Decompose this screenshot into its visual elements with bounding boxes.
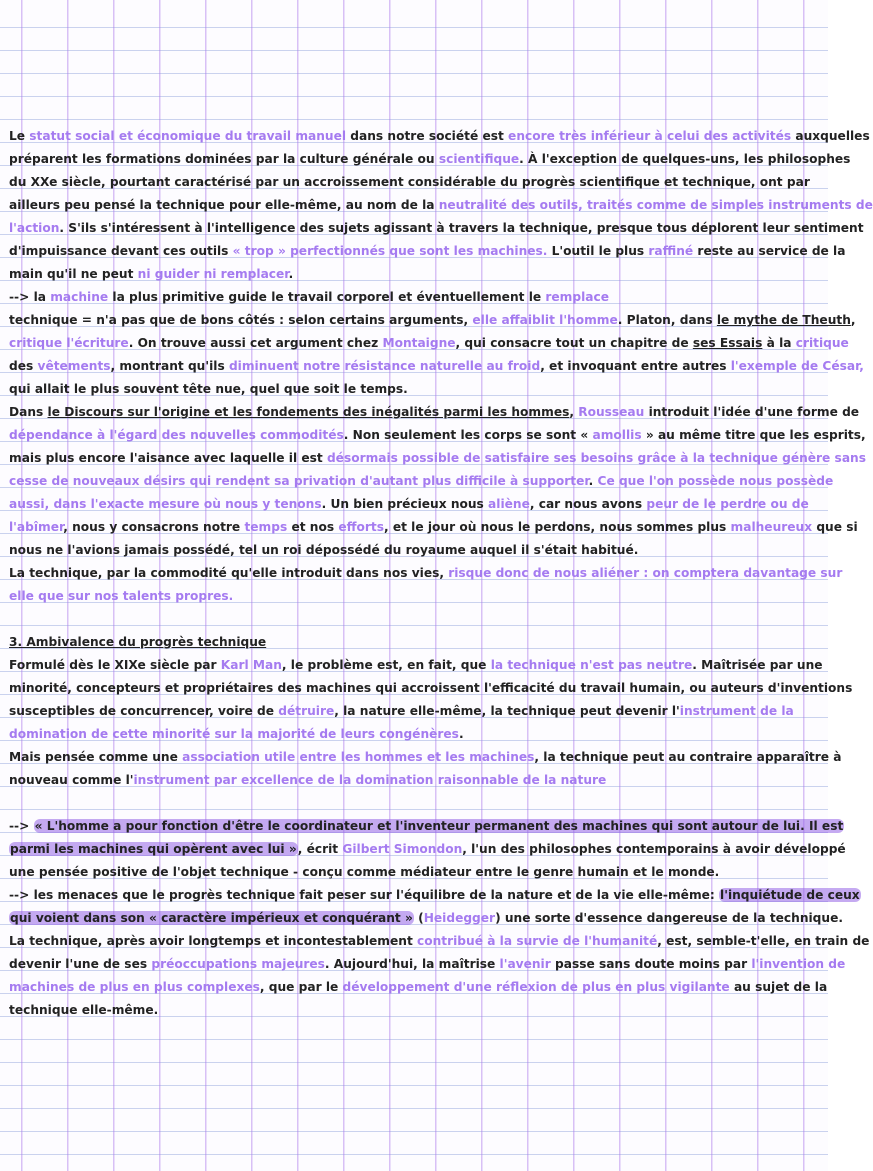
text-segment: la plus primitive guide le travail corporel et éventuellement le <box>108 290 546 304</box>
text-segment: susceptibles de concurrencer, voire de <box>9 704 279 718</box>
text-segment: auxquelles <box>791 129 870 143</box>
highlighted-text: neutralité des outils, traités comme de simples instruments de <box>438 198 873 212</box>
highlighted-text: Gilbert Simondon <box>342 842 463 856</box>
text-segment: L'outil le plus <box>547 244 649 258</box>
text-segment: passe sans doute moins par <box>550 957 752 971</box>
text-segment: . Un bien précieux nous <box>321 497 489 511</box>
text-segment: , la technique peut au contraire apparaître à <box>534 750 842 764</box>
note-line <box>9 217 864 240</box>
text-segment: . <box>458 727 464 741</box>
note-line <box>9 792 827 815</box>
note-line <box>9 378 827 401</box>
highlighted-text: Heidegger <box>423 911 496 925</box>
highlighted-text: aussi, dans l'exacte mesure où nous y tenons <box>9 497 322 511</box>
highlighted-text: instrument de la <box>679 704 794 718</box>
text-segment: introduit l'idée d'une forme de <box>644 405 860 419</box>
highlighted-text: l'action <box>9 221 60 235</box>
text-segment: , <box>569 405 579 419</box>
highlighted-text: Montaigne <box>382 336 456 350</box>
highlighted-text: scientifique <box>438 152 520 166</box>
text-segment: et nos <box>287 520 339 534</box>
highlighted-text: contribué à la survie de l'humanité <box>417 934 658 948</box>
note-line <box>9 332 849 355</box>
highlighted-text: instrument par excellence de la domination raisonnable de la nature <box>133 773 607 787</box>
text-segment: qui allait le plus souvent tête nue, quel que soit le temps. <box>9 382 408 396</box>
highlighted-text: diminuent notre résistance naturelle au froid <box>228 359 541 373</box>
highlighted-text: vêtements <box>37 359 111 373</box>
note-line <box>9 677 853 700</box>
text-segment: Dans <box>9 405 48 419</box>
handwritten-notes-body <box>9 125 873 1022</box>
highlighted-text: machine <box>50 290 109 304</box>
text-segment: du XXe siècle, pourtant caractérisé par un accroissement considérable du progrès scientifique et technique, ont par <box>9 175 810 189</box>
note-line <box>9 424 866 447</box>
note-line <box>9 148 851 171</box>
text-segment: à la <box>762 336 796 350</box>
text-segment: Formulé dès le XIXe siècle par <box>9 658 221 672</box>
highlighted-text: Rousseau <box>578 405 645 419</box>
highlighted-text: statut social et économique du travail manuel <box>29 129 347 143</box>
text-segment: au sujet de la <box>729 980 828 994</box>
highlighted-text: la technique n'est pas neutre <box>490 658 693 672</box>
text-segment: minorité, concepteurs et propriétaires des machines qui accroissent l'efficacité du travail humain, ou auteurs d'inventions <box>9 681 853 695</box>
highlighted-text: désormais possible de satisfaire ses besoins grâce à la technique génère sans <box>326 451 866 465</box>
text-segment: préparent les formations dominées par la culture générale ou <box>9 152 439 166</box>
text-segment: , et le jour où nous le perdons, nous sommes plus <box>383 520 731 534</box>
text-segment: devenir l'une de ses <box>9 957 152 971</box>
highlighted-text: domination de cette minorité sur la majorité de leurs congénères <box>9 727 459 741</box>
highlighted-text: elle que sur nos talents propres. <box>9 589 234 603</box>
highlighted-text: elle affaiblit l'homme <box>472 313 618 327</box>
note-line <box>9 263 827 286</box>
note-line <box>9 884 860 907</box>
text-segment: des <box>9 359 38 373</box>
marker-highlight: « L'homme a pour fonction d'être le coordinateur et l'inventeur permanent des machines qui sont autour de lui. Il est <box>34 819 844 833</box>
text-segment: , l'un des philosophes contemporains à avoir développé <box>462 842 846 856</box>
text-segment: ) une sorte d'essence dangereuse de la technique. <box>495 911 843 925</box>
highlighted-text: cesse de nouveaux désirs qui rendent sa privation d'autant plus difficile à supporter <box>9 474 589 488</box>
marker-highlight: parmi les machines qui opèrent avec lui » <box>10 842 297 856</box>
text-segment: , qui consacre tout un chapitre de <box>455 336 693 350</box>
text-segment: ailleurs peu pensé la technique pour elle-même, au nom de la <box>9 198 439 212</box>
text-segment: . <box>588 474 598 488</box>
highlighted-text: peur de le perdre ou de <box>646 497 809 511</box>
note-line <box>9 470 834 493</box>
highlighted-text: l'avenir <box>499 957 551 971</box>
text-segment: . <box>288 267 294 281</box>
text-segment: Mais pensée comme une <box>9 750 183 764</box>
text-segment: , que par le <box>259 980 343 994</box>
highlighted-text: l'exemple de César, <box>730 359 864 373</box>
text-segment: , et invoquant entre autres <box>540 359 731 373</box>
note-line <box>9 746 842 769</box>
text-segment: , écrit <box>297 842 343 856</box>
highlighted-text: « trop » perfectionnés que sont les machines. <box>232 244 548 258</box>
note-line <box>9 815 844 838</box>
text-segment: La technique, par la commodité qu'elle introduit dans nos vies, <box>9 566 449 580</box>
highlighted-text: critique <box>795 336 849 350</box>
text-segment: . Aujourd'hui, la maîtrise <box>324 957 500 971</box>
text-segment: mais plus encore l'aisance avec laquelle il est <box>9 451 327 465</box>
highlighted-text: aliène <box>488 497 530 511</box>
text-segment: ( <box>413 911 424 925</box>
text-segment: , est, semble-t'elle, en train de <box>657 934 870 948</box>
text-segment: --> <box>9 819 34 833</box>
highlighted-text: Ce que l'on possède nous possède <box>597 474 834 488</box>
text-segment: , montrant qu'ils <box>110 359 229 373</box>
text-segment: --> les menaces que le progrès technique fait peser sur l'équilibre de la nature et de la vie elle-même: <box>9 888 720 902</box>
note-line <box>9 447 866 470</box>
note-line <box>9 631 827 654</box>
note-line <box>9 999 827 1022</box>
note-line <box>9 953 846 976</box>
text-segment: . À l'exception de quelques-uns, les philosophes <box>519 152 851 166</box>
highlighted-text: efforts <box>338 520 384 534</box>
highlighted-text: association utile entre les hommes et les machines <box>182 750 535 764</box>
note-line <box>9 930 870 953</box>
note-line <box>9 907 843 930</box>
note-line <box>9 562 843 585</box>
note-line <box>9 355 864 378</box>
text-segment: que si <box>812 520 858 534</box>
note-line <box>9 976 827 999</box>
highlighted-text: détruire <box>278 704 335 718</box>
text-segment: reste au service de la <box>693 244 846 258</box>
note-line <box>9 125 870 148</box>
text-segment: technique elle-même. <box>9 1003 159 1017</box>
note-line <box>9 171 827 194</box>
underlined-text: ses Essais <box>692 336 763 350</box>
text-segment: nous ne l'avions jamais possédé, tel un roi dépossédé du royaume auquel il s'était habitué. <box>9 543 639 557</box>
text-segment: Le <box>9 129 30 143</box>
highlighted-text: critique l'écriture <box>9 336 129 350</box>
underlined-text: le mythe de Theuth <box>716 313 851 327</box>
note-line <box>9 194 873 217</box>
note-line <box>9 838 846 861</box>
note-line <box>9 700 827 723</box>
highlighted-text: raffiné <box>648 244 694 258</box>
marker-highlight: qui voient dans son « caractère impérieux et conquérant » <box>10 911 413 925</box>
highlighted-text: l'abîmer <box>9 520 64 534</box>
note-line <box>9 861 827 884</box>
note-line <box>9 654 827 677</box>
text-segment: nouveau comme l' <box>9 773 134 787</box>
highlighted-text: amollis <box>592 428 642 442</box>
highlighted-text: l'invention de <box>751 957 846 971</box>
note-line <box>9 286 827 309</box>
highlighted-text: malheureux <box>730 520 813 534</box>
note-line <box>9 723 827 746</box>
note-line <box>9 585 827 608</box>
text-segment: --> la <box>9 290 51 304</box>
note-line <box>9 539 827 562</box>
text-segment: , la nature elle-même, la technique peut devenir l' <box>334 704 680 718</box>
highlighted-text: encore très inférieur à celui des activités <box>508 129 792 143</box>
text-segment: . On trouve aussi cet argument chez <box>128 336 383 350</box>
highlighted-text: temps <box>244 520 288 534</box>
highlighted-text: dépendance à l'égard des nouvelles commodités <box>9 428 344 442</box>
text-segment: . Platon, dans <box>617 313 717 327</box>
text-segment: dans notre société est <box>346 129 509 143</box>
note-line <box>9 608 827 631</box>
note-line <box>9 493 827 516</box>
text-segment: technique = n'a pas que de bons côtés : selon certains arguments, <box>9 313 473 327</box>
text-segment: une pensée positive de l'objet technique - conçu comme médiateur entre le genre humain et le monde. <box>9 865 720 879</box>
underlined-text: 3. Ambivalence du progrès technique <box>9 635 267 649</box>
note-line <box>9 401 860 424</box>
text-segment: d'impuissance devant ces outils <box>9 244 233 258</box>
note-line <box>9 516 858 539</box>
highlighted-text: développement d'une réflexion de plus en plus vigilante <box>342 980 730 994</box>
highlighted-text: ni guider ni remplacer <box>137 267 289 281</box>
text-segment: La technique, après avoir longtemps et incontestablement <box>9 934 418 948</box>
text-segment: » au même titre que les esprits, <box>641 428 866 442</box>
note-line <box>9 309 856 332</box>
text-segment: , <box>850 313 856 327</box>
highlighted-text: remplace <box>545 290 609 304</box>
highlighted-text: préoccupations majeures <box>151 957 325 971</box>
text-segment: . Maîtrisée par une <box>692 658 823 672</box>
highlighted-text: risque donc de nous aliéner : on comptera davantage sur <box>448 566 843 580</box>
text-segment: . Non seulement les corps se sont « <box>343 428 593 442</box>
text-segment: , car nous avons <box>529 497 647 511</box>
highlighted-text: Karl Man <box>220 658 282 672</box>
highlighted-text: machines de plus en plus complexes <box>9 980 260 994</box>
text-segment: , le problème est, en fait, que <box>281 658 491 672</box>
text-segment: , nous y consacrons notre <box>63 520 245 534</box>
marker-highlight: l'inquiétude de ceux <box>720 888 860 902</box>
note-line <box>9 769 827 792</box>
underlined-text: le Discours sur l'origine et les fondements des inégalités parmi les hommes <box>47 405 570 419</box>
note-line <box>9 240 846 263</box>
text-segment: main qu'il ne peut <box>9 267 138 281</box>
text-segment: . S'ils s'intéressent à l'intelligence des sujets agissant à travers la technique, presque tous déplorent leur sentiment <box>59 221 864 235</box>
